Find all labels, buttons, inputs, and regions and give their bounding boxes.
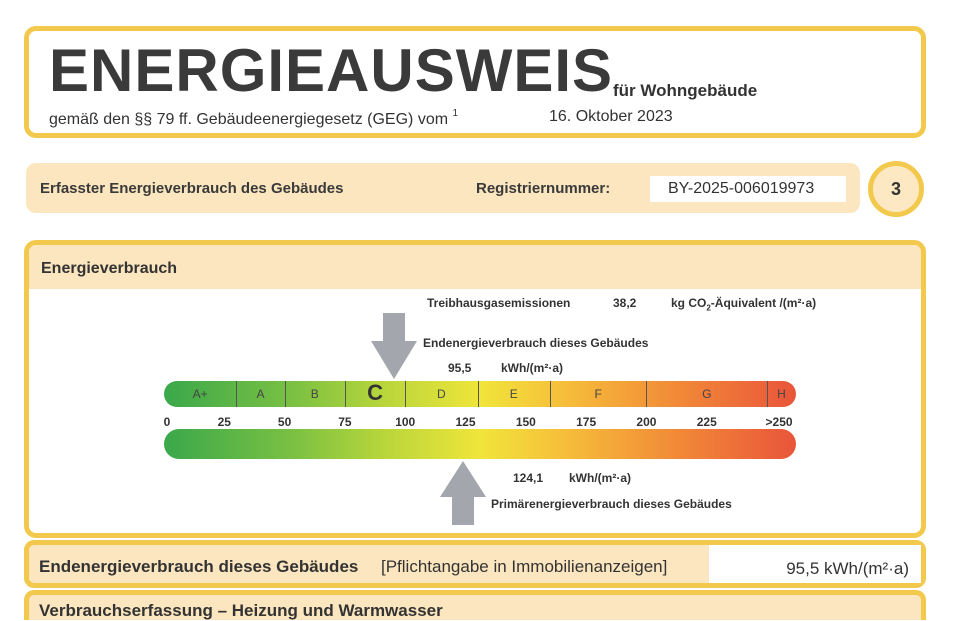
scale-tick: 25 (217, 415, 231, 429)
energy-class-aplus: A+ (192, 387, 208, 401)
end-energy-arrow-icon (371, 313, 417, 379)
scale-tick: 75 (338, 415, 352, 429)
class-separator (550, 381, 551, 407)
scale-tick: 125 (455, 415, 476, 429)
certificate-header (24, 26, 926, 138)
summary-bar (24, 540, 926, 588)
scale-tick: 200 (636, 415, 657, 429)
law-date: 16. Oktober 2023 (549, 108, 673, 125)
page-title: ENERGIEAUSWEIS (49, 37, 614, 104)
scale-tick: 175 (576, 415, 597, 429)
primary-energy-value: 124,1 (513, 471, 544, 485)
energy-class-a: A (256, 387, 265, 401)
scale-tick: 150 (515, 415, 536, 429)
primary-energy-scale (164, 429, 796, 459)
section-label: Erfasster Energieverbrauch des Gebäudes (40, 180, 344, 197)
ghg-label: Treibhausgasemissionen (427, 296, 571, 310)
class-separator (767, 381, 768, 407)
summary-note: [Pflichtangabe in Immobilienanzeigen] (381, 557, 668, 576)
next-section-label: Verbrauchserfassung – Heizung und Warmwasser (39, 601, 443, 620)
scale-tick: 0 (163, 415, 171, 429)
footnote-marker: 1 (452, 108, 459, 119)
ghg-unit-pre: kg CO (671, 296, 707, 310)
energy-class-g: G (702, 387, 712, 401)
class-separator (405, 381, 406, 407)
energy-class-e: E (509, 387, 518, 401)
primary-energy-unit: kWh/(m²·a) (569, 471, 631, 485)
class-separator (285, 381, 286, 407)
energy-class-b: B (310, 387, 319, 401)
ghg-unit-post: -Äquivalent /(m²·a) (710, 296, 817, 310)
primary-energy-label: Primärenergieverbrauch dieses Gebäudes (491, 497, 732, 511)
scale-tick: 225 (696, 415, 717, 429)
class-separator (478, 381, 479, 407)
end-energy-unit: kWh/(m²·a) (501, 361, 563, 375)
primary-energy-arrow-icon (440, 461, 486, 525)
building-type: für Wohngebäude (613, 81, 758, 100)
registration-number-label: Registriernummer: (476, 180, 611, 197)
scale-tick: 100 (395, 415, 416, 429)
panel-header (29, 245, 921, 289)
energy-class-f: F (594, 387, 602, 401)
ghg-value: 38,2 (613, 296, 637, 310)
scale-tick: >250 (765, 415, 793, 429)
page-number-badge: 3 (868, 161, 924, 217)
summary-label: Endenergieverbrauch dieses Gebäudes (39, 557, 359, 576)
ghg-unit (671, 296, 816, 312)
class-separator (345, 381, 346, 407)
energy-class-h: H (777, 387, 786, 401)
energy-class-d: D (437, 387, 446, 401)
law-reference (49, 108, 458, 129)
energy-class-c: C (367, 380, 384, 405)
end-energy-value: 95,5 (448, 361, 472, 375)
next-section-header (24, 590, 926, 620)
ghg-unit-sub: 2 (706, 303, 711, 313)
panel-title: Energieverbrauch (41, 260, 178, 277)
energy-consumption-panel (24, 240, 926, 538)
end-energy-label: Endenergieverbrauch dieses Gebäudes (423, 336, 649, 350)
registration-bar (26, 163, 860, 213)
class-separator (646, 381, 647, 407)
summary-value: 95,5 kWh/(m²·a) (709, 545, 921, 583)
registration-number: BY-2025-006019973 (650, 176, 846, 202)
scale-tick: 50 (277, 415, 292, 429)
law-text: gemäß den §§ 79 ff. Gebäudeenergiegesetz (GEG) vom (49, 111, 449, 128)
class-separator (236, 381, 237, 407)
